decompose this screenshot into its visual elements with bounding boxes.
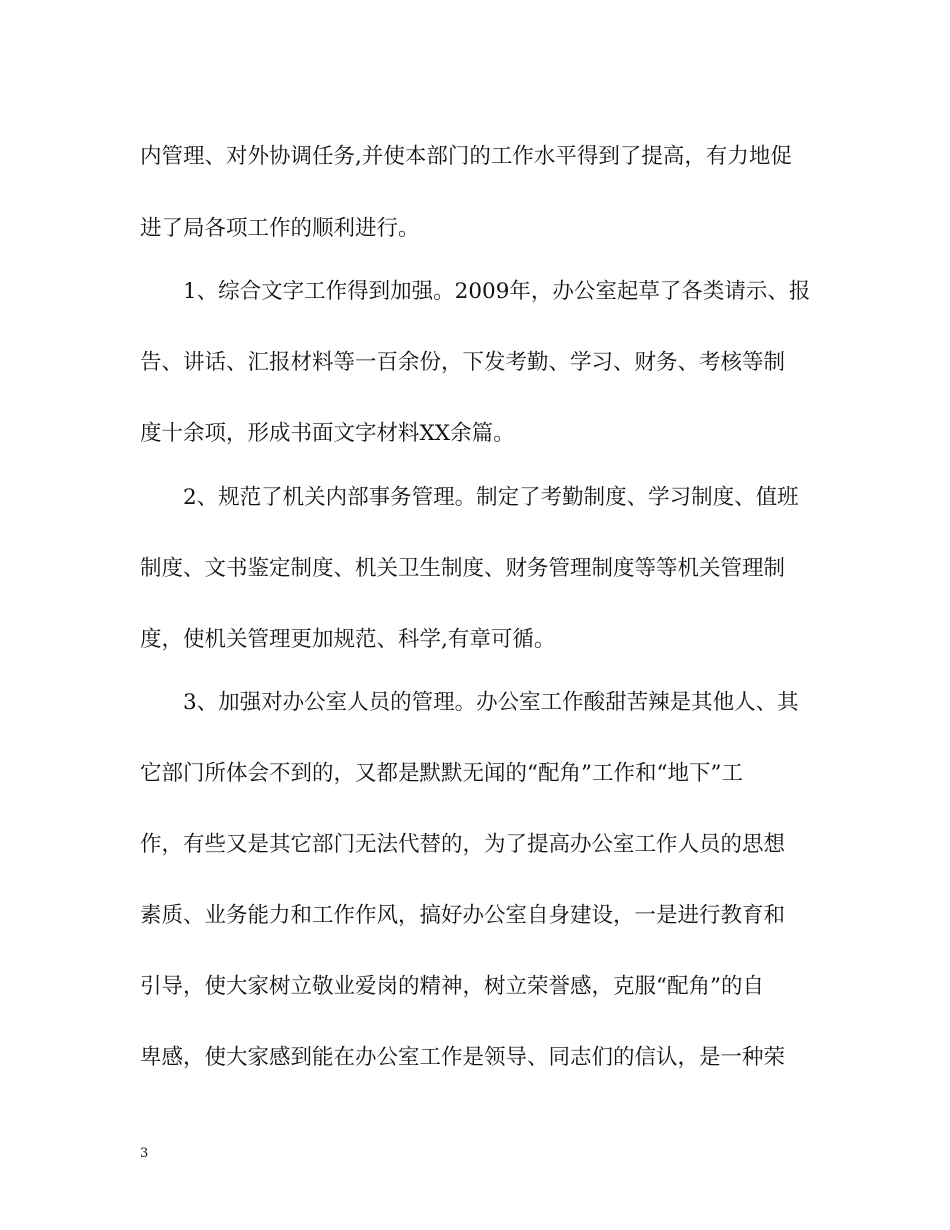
text-line: 度十余项，形成书面文字材料XX余篇。 <box>140 421 515 446</box>
text-line: 引导，使大家树立敬业爱岗的精神，树立荣誉感，克服“配角”的自 <box>140 974 764 999</box>
page-number: 3 <box>140 1146 149 1161</box>
text-line: 制度、文书鉴定制度、机关卫生制度、财务管理制度等等机关管理制 <box>140 556 786 581</box>
text-line: 作，有些又是其它部门无法代替的，为了提高办公室工作人员的思想 <box>140 832 786 857</box>
text-line: 内管理、对外协调任务,并使本部门的工作水平得到了提高，有力地促 <box>140 144 792 169</box>
text-line: 3、加强对办公室人员的管理。办公室工作酸甜苦辣是其他人、其 <box>183 690 799 715</box>
text-line: 素质、业务能力和工作作风，搞好办公室自身建设，一是进行教育和 <box>140 903 786 928</box>
text-line: 2、规范了机关内部事务管理。制定了考勤制度、学习制度、值班 <box>183 485 799 510</box>
text-line: 度，使机关管理更加规范、科学,有章可循。 <box>140 627 556 652</box>
text-line: 1、综合文字工作得到加强。2009年，办公室起草了各类请示、报 <box>183 279 810 304</box>
text-line: 进了局各项工作的顺利进行。 <box>140 216 420 241</box>
text-line: 它部门所体会不到的，又都是默默无闻的“配角”工作和“地下”工 <box>140 761 743 786</box>
text-line: 告、讲话、汇报材料等一百余份，下发考勤、学习、财务、考核等制 <box>140 350 786 375</box>
text-line: 卑感，使大家感到能在办公室工作是领导、同志们的信认，是一种荣 <box>140 1045 786 1070</box>
